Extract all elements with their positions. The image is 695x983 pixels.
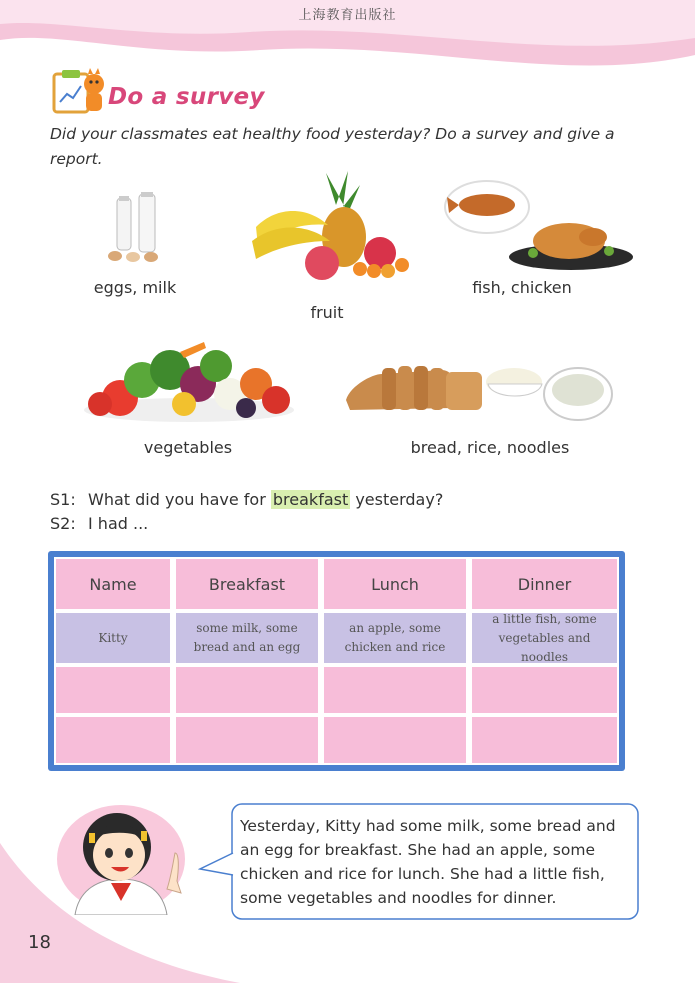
table-cell-lunch: an apple, some chicken and rice bbox=[324, 613, 466, 663]
food-label-fish-chicken: fish, chicken bbox=[472, 278, 572, 297]
highlighted-word: breakfast bbox=[272, 490, 349, 509]
table-cell-empty[interactable] bbox=[56, 717, 170, 763]
table-cell-empty[interactable] bbox=[324, 717, 466, 763]
answer-text: I had ... bbox=[88, 514, 149, 533]
header-breakfast: Breakfast bbox=[176, 559, 318, 609]
dialogue-line-s2 bbox=[50, 514, 148, 533]
header-name: Name bbox=[56, 559, 170, 609]
section-title: Do a survey bbox=[108, 84, 265, 110]
question-start: What did you have for bbox=[88, 490, 271, 509]
kitty-illustration bbox=[55, 797, 195, 915]
eggs-milk-image bbox=[105, 190, 175, 265]
table-cell-empty[interactable] bbox=[324, 667, 466, 713]
survey-table bbox=[48, 551, 625, 771]
dialogue-line-s1 bbox=[50, 490, 443, 509]
food-label-eggs-milk: eggs, milk bbox=[93, 278, 177, 297]
food-label-fruit: fruit bbox=[310, 303, 344, 322]
table-cell-name: Kitty bbox=[56, 613, 170, 663]
speaker-label: S2: bbox=[50, 514, 76, 533]
clipboard-icon bbox=[50, 60, 108, 118]
table-cell-breakfast: some milk, some bread and an egg bbox=[176, 613, 318, 663]
header-dinner: Dinner bbox=[472, 559, 617, 609]
page-number: 18 bbox=[28, 932, 51, 953]
vegetables-image bbox=[80, 340, 298, 425]
speaker-label: S1: bbox=[50, 490, 76, 509]
food-label-vegetables: vegetables bbox=[143, 438, 233, 457]
header-lunch: Lunch bbox=[324, 559, 466, 609]
table-cell-empty[interactable] bbox=[56, 667, 170, 713]
fish-chicken-image bbox=[443, 175, 633, 273]
instruction-text: Did your classmates eat healthy food yesterday? Do a survey and give a report. bbox=[50, 125, 615, 168]
food-label-bread-rice-noodles: bread, rice, noodles bbox=[410, 438, 570, 457]
table-cell-empty[interactable] bbox=[176, 667, 318, 713]
question-end: yesterday? bbox=[350, 490, 444, 509]
report-text: Yesterday, Kitty had some milk, some bread and an egg for breakfast. She had an apple, some chicken and rice for lunch. She had a little fish, some vegetables and noodles for dinner. bbox=[240, 817, 616, 907]
table-cell-empty[interactable] bbox=[176, 717, 318, 763]
table-cell-empty[interactable] bbox=[472, 667, 617, 713]
fruit-image bbox=[248, 165, 416, 285]
bread-rice-noodles-image bbox=[342, 352, 614, 427]
table-cell-dinner: a little fish, some vegetables and noodles bbox=[472, 613, 617, 663]
publisher-name: 上海教育出版社 bbox=[298, 8, 397, 23]
table-cell-empty[interactable] bbox=[472, 717, 617, 763]
